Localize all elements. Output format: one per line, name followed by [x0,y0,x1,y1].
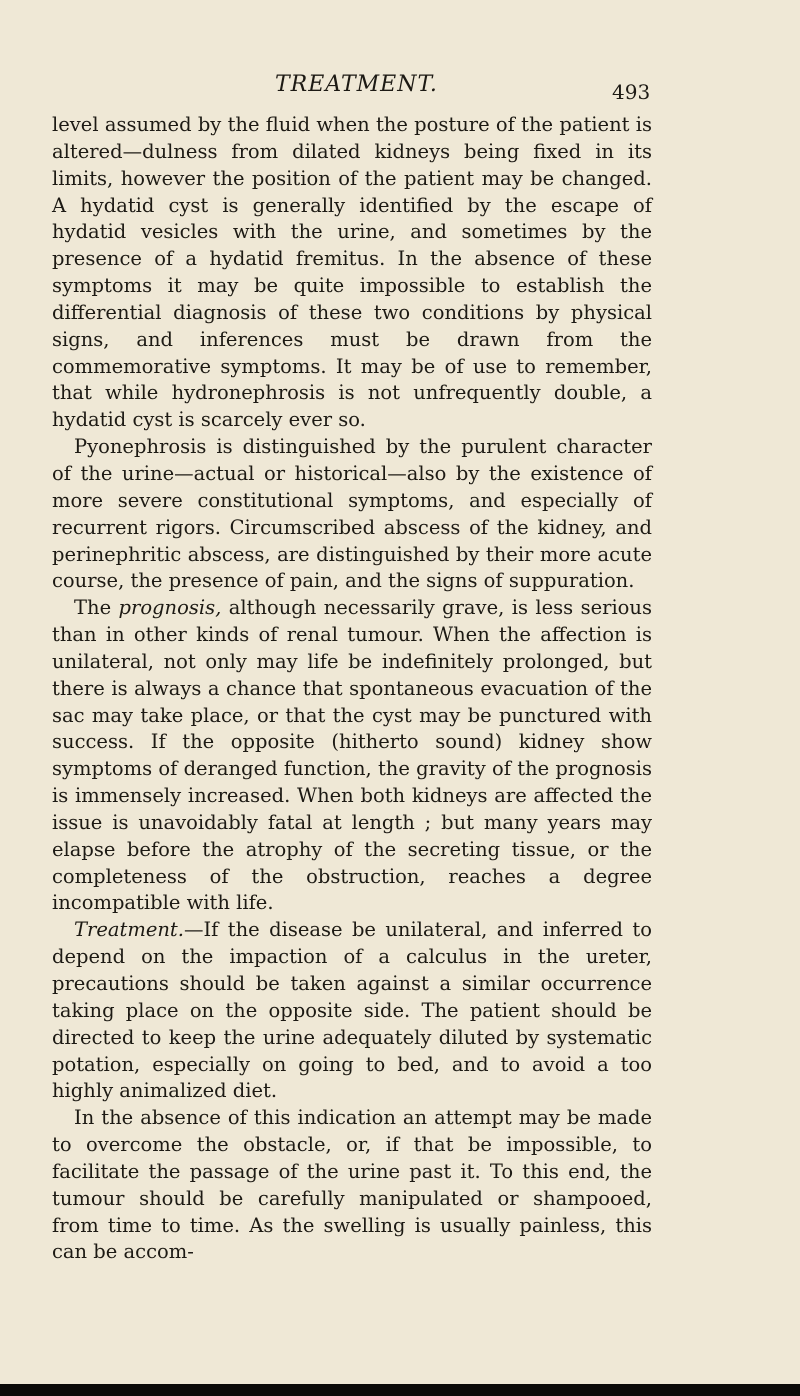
running-head: TREATMENT. [275,72,438,97]
paragraph-pyonephrosis: Pyonephrosis is distinguished by the purulent character of the urine—actual or historical—also by the existence of more severe constitutional symptoms, and especially of recurrent rigors. Circumscribed abscess of the kidney, and perinephritic abscess, are distinguished by their more acute course, the presence of pain, and the signs of suppuration. [52,435,652,593]
page-number: 493 [612,80,651,104]
treatment-heading: Treatment. [74,918,184,942]
prognosis-text: although necessarily grave, is less serious than in other kinds of renal tumour. When the affection is unilateral, not only may life be indefinitely prolonged, but there is always a chance that spontaneous evacuation of the sac may take place, or that the cyst may be punctured with success. If the opposite (hitherto sound) kidney show symptoms of deranged function, the gravity of the prognosis is immensely increased. When both kidneys are affected the issue is unavoidably fatal at length ; but many years may elapse before the atrophy of the secreting tissue, or the completeness of the obstruction, reaches a degree incompatible with life. [52,596,652,915]
paragraph-manipulation: In the absence of this indication an attempt may be made to overcome the obstacle, or, if that be impossible, to facilitate the passage of the urine past it. To this end, the tumour should be carefully manipulated or shampooed, from time to time. As the swelling is usually painless, this can be accom- [52,1106,652,1264]
paragraph-treatment [52,917,652,1105]
paragraph-differential-diagnosis: level assumed by the fluid when the posture of the patient is altered—dulness from dilated kidneys being fixed in its limits, however the position of the patient may be changed. A hydatid cyst is generally identified by the escape of hydatid vesicles with the urine, and sometimes by the presence of a hydatid fremitus. In the absence of these symptoms it may be quite impossible to establish the differential diagnosis of these two conditions by physical signs, and inferences must be drawn from the commemorative symptoms. It may be of use to remember, that while hydronephrosis is not unfrequently double, a hydatid cyst is scarcely ever so. [52,113,652,432]
scan-edge-bar [0,1384,800,1396]
paragraph-prognosis [52,595,652,917]
prognosis-heading: prognosis, [118,596,222,620]
prognosis-lead: The [74,596,119,620]
body-text [52,112,652,1266]
treatment-text: —If the disease be unilateral, and inferred to depend on the impaction of a calculus in the ureter, precautions should be taken against a similar occurrence taking place on the opposite side. The patient should be directed to keep the urine adequately diluted by systematic potation, especially on going to bed, and to avoid a too highly animalized diet. [52,918,652,1103]
